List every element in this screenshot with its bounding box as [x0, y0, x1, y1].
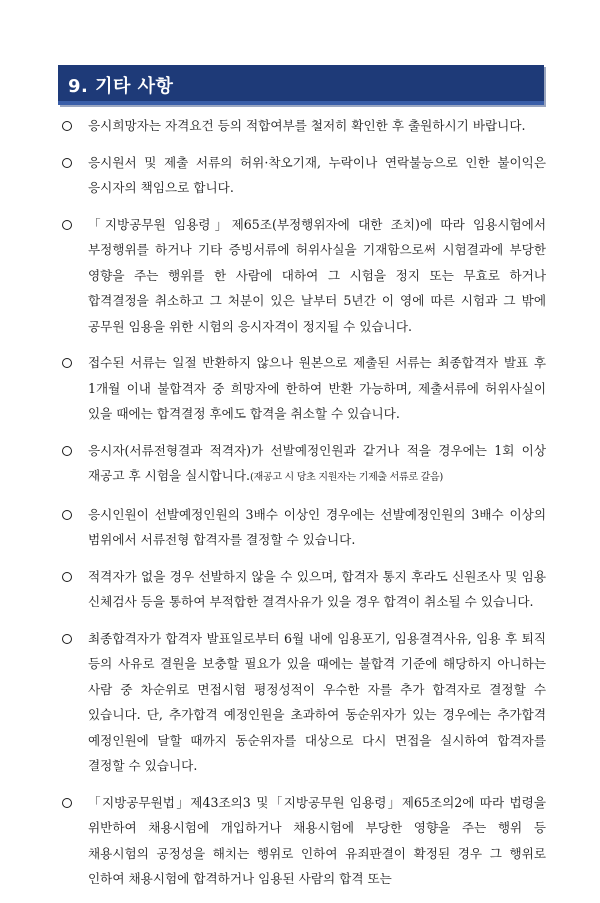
section-title: 9. 기타 사항 [68, 76, 174, 97]
item-text: 응시인원이 선발예정인원의 3배수 이상인 경우에는 선발예정인원의 3배수 이상의 범위에서 서류전형 합격자를 결정할 수 있습니다. [88, 506, 546, 547]
item-text: 응시희망자는 자격요건 등의 적합여부를 철저히 확인한 후 출원하시기 바랍니다. [88, 118, 526, 133]
list-item [62, 113, 546, 139]
item-text: 최종합격자가 합격자 발표일로부터 6월 내에 임용포기, 임용결격사유, 임용 후 퇴직 등의 사유로 결원을 보충할 필요가 있을 때에는 불합격 기준에 해당하지 아니하는 사람 중 차순위로 면접시험 평정성적이 우수한 자를 추가 합격자로 결정할 수 있습니다. 단, 추가합격 예정인원을 초과하여 동순위자가 있는 경우에는 추가합격 예정인원에 달할 때까지 동순위자를 대상으로 다시 면접을 실시하여 합격자를 결정할 수 있습니다. [88, 630, 546, 773]
item-note: (재공고 시 당초 지원자는 기제출 서류로 갈음) [250, 472, 443, 483]
list-item [62, 626, 546, 779]
circle-bullet-icon [62, 634, 72, 644]
circle-bullet-icon [62, 358, 72, 368]
circle-bullet-icon [62, 220, 72, 230]
circle-bullet-icon [62, 572, 72, 582]
item-text: 응시원서 및 제출 서류의 허위·착오기재, 누락이나 연락불능으로 인한 불이익은 응시자의 책임으로 합니다. [88, 154, 546, 195]
item-text: 응시자(서류전형결과 적격자)가 선발예정인원과 같거나 적을 경우에는 1회 이상 재공고 후 시험을 실시합니다. [88, 442, 546, 483]
list-item [62, 790, 546, 892]
list-item [62, 502, 546, 553]
section-header-banner [58, 65, 544, 105]
notice-list [62, 113, 546, 903]
item-text: 적격자가 없을 경우 선발하지 않을 수 있으며, 합격자 통지 후라도 신원조사 및 임용 신체검사 등을 통하여 부적합한 결격사유가 있을 경우 합격이 취소될 수 있습니다. [88, 568, 546, 609]
item-text: 접수된 서류는 일절 반환하지 않으나 원본으로 제출된 서류는 최종합격자 발표 후 1개월 이내 불합격자 중 희망자에 한하여 반환 가능하며, 제출서류에 허위사실이 있을 때에는 합격결정 후에도 합격을 취소할 수 있습니다. [88, 355, 546, 421]
circle-bullet-icon [62, 446, 72, 456]
circle-bullet-icon [62, 121, 72, 131]
list-item [62, 350, 546, 427]
list-item [62, 150, 546, 201]
item-text: 「지방공무원 임용령」제65조(부정행위자에 대한 조치)에 따라 임용시험에서 부정행위를 하거나 기타 증빙서류에 허위사실을 기재함으로써 시험결과에 부당한 영향을 주는 행위를 한 사람에 대하여 그 시험을 정지 또는 무효로 하거나 합격결정을 취소하고 그 처분이 있은 날부터 5년간 이 영에 따른 시험과 그 밖에 공무원 임용을 위한 시험의 응시자격이 정지될 수 있습니다. [88, 216, 546, 334]
circle-bullet-icon [62, 798, 72, 808]
list-item [62, 438, 546, 491]
circle-bullet-icon [62, 510, 72, 520]
list-item [62, 212, 546, 340]
circle-bullet-icon [62, 158, 72, 168]
list-item [62, 564, 546, 615]
item-text: 「지방공무원법」제43조의3 및「지방공무원 임용령」제65조의2에 따라 법령을 위반하여 채용시험에 개입하거나 채용시험에 부당한 영향을 주는 행위 등 채용시험의 공정성을 해치는 행위로 인하여 유죄판결이 확정된 경우 그 행위로 인하여 채용시험에 합격하거나 임용된 사람의 합격 또는 [88, 794, 546, 886]
